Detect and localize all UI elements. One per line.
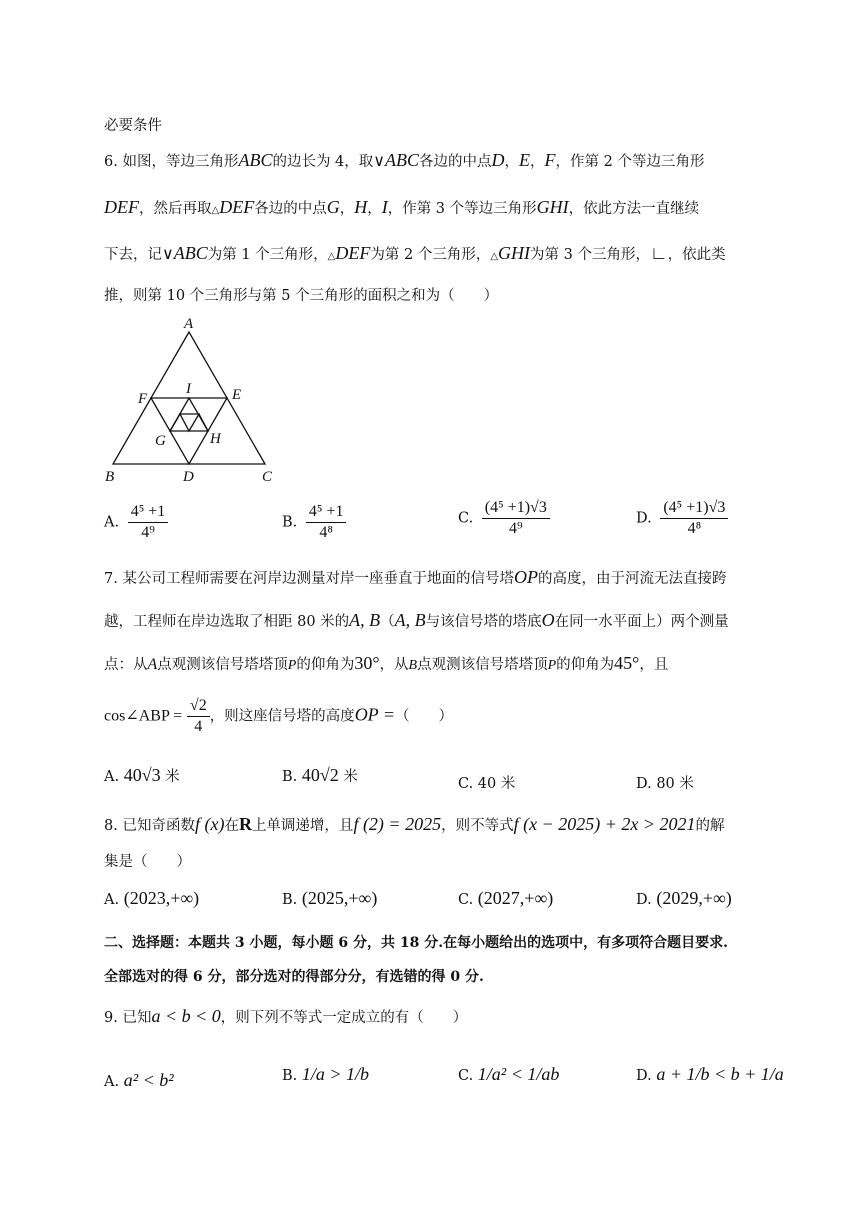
label-f: F <box>138 391 148 407</box>
q7-option-b[interactable]: B. 40√2 米 <box>282 765 358 785</box>
q8-line-1: 8. 已知奇函数f (x)在R上单调递增，且f (2) = 2025，则不等式f (x − 2025) + 2x > 2021的解 <box>104 814 725 834</box>
q6-line-1: 6. 如图，等边三角形ABC的边长为 4，取∨ABC各边的中点D，E，F，作第 2 个等边三角形 <box>104 150 705 170</box>
q9-option-d[interactable]: D. a + 1/b < b + 1/a <box>636 1064 784 1084</box>
section-2-line-2: 全部选对的得 6 分，部分选对的得部分分，有选错的得 0 分. <box>104 969 484 985</box>
label-b: B <box>105 469 115 485</box>
q9-option-a[interactable]: A. a² < b² <box>104 1070 174 1090</box>
nested-triangles-figure <box>100 312 285 487</box>
q8-option-a[interactable]: A. (2023,+∞) <box>104 888 200 908</box>
section-2-line-1: 二、选择题：本题共 3 小题，每小题 6 分，共 18 分.在每小题给出的选项中，有多项符合题目要求. <box>104 935 728 951</box>
q7-option-c[interactable]: C. 40 米 <box>458 776 516 792</box>
label-d: D <box>183 469 194 485</box>
label-a: A <box>184 316 194 332</box>
q7-option-a[interactable]: A. 40√3 米 <box>104 765 180 785</box>
q6-option-a[interactable]: A. $\frac{\text{4⁵ +1}}{\text{4⁹}}$ <box>104 502 168 543</box>
q9-option-c[interactable]: C. 1/a² < 1/ab <box>458 1064 560 1084</box>
q6-line-4: 推，则第 10 个三角形与第 5 个三角形的面积之和为（ ） <box>104 288 499 304</box>
label-e: E <box>232 387 242 403</box>
q8-option-d[interactable]: D. (2029,+∞) <box>636 888 732 908</box>
previous-answer-tail: 必要条件 <box>104 118 162 134</box>
q6-option-b[interactable]: B. $\frac{\text{4⁵ +1}}{\text{4⁸}}$ <box>282 502 346 543</box>
q7-line-3: 点：从A点观测该信号塔塔顶P的仰角为30°，从B点观测该信号塔塔顶P的仰角为45°，且 <box>104 653 669 673</box>
q7-line-2: 越，工程师在岸边选取了相距 80 米的A, B（A, B与该信号塔的塔底O在同一水平面上）两个测量 <box>104 610 729 630</box>
q8-option-b[interactable]: B. (2025,+∞) <box>282 888 378 908</box>
label-g: G <box>155 433 166 449</box>
label-c: C <box>262 469 273 485</box>
q6-option-d[interactable]: D. $\frac{\text{(4⁵ +1)√3}}{\text{4⁸}}$ <box>636 498 728 539</box>
q9-option-b[interactable]: B. 1/a > 1/b <box>282 1064 370 1084</box>
q9-line-1: 9. 已知a < b < 0，则下列不等式一定成立的有（ ） <box>104 1006 468 1026</box>
label-h: H <box>210 431 221 447</box>
q7-line-1: 7. 某公司工程师需要在河岸边测量对岸一座垂直于地面的信号塔OP的高度，由于河流无法直接跨 <box>104 567 727 587</box>
q7-option-d[interactable]: D. 80 米 <box>636 776 694 792</box>
label-i: I <box>186 381 191 397</box>
triangle-4 <box>180 414 199 431</box>
q6-option-c[interactable]: C. $\frac{\text{(4⁵ +1)√3}}{\text{4⁹}}$ <box>458 498 550 539</box>
q6-line-2: DEF，然后再取△DEF各边的中点G，H，I，作第 3 个等边三角形GHI，依此方法一直继续 <box>104 197 700 217</box>
q7-line-4: cos∠ABP = $\frac{√2}{4}$ ，则这座信号塔的高度OP =（ ） <box>104 697 454 735</box>
q8-option-c[interactable]: C. (2027,+∞) <box>458 888 554 908</box>
q6-line-3: 下去，记∨ABC为第 1 个三角形，△DEF为第 2 个三角形，△GHI为第 3 个三角形，∟，依此类 <box>104 243 726 263</box>
q8-line-2: 集是（ ） <box>104 854 191 870</box>
